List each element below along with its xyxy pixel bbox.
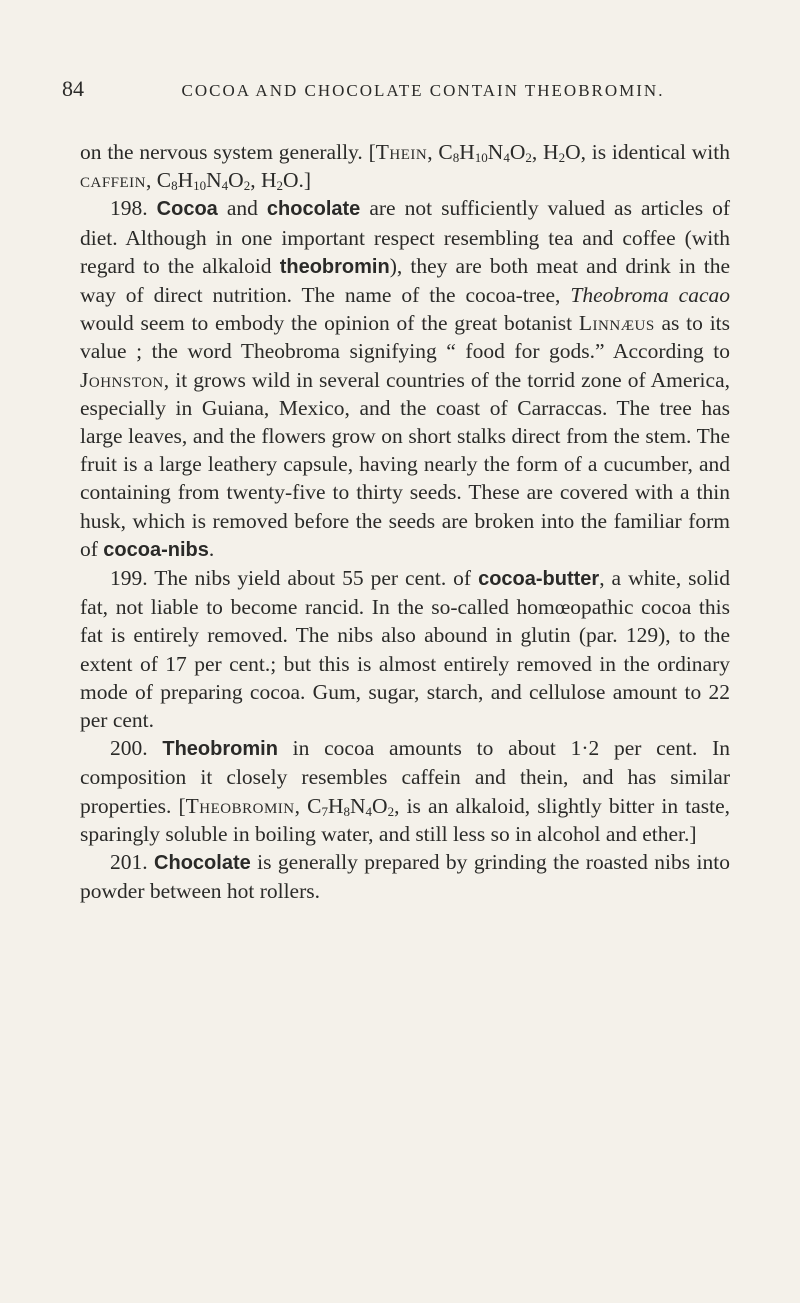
text-run: would seem to embody the opinion of the great botanist [80,311,579,336]
subscript: 8 [452,150,460,165]
bold-term: chocolate [266,198,361,221]
subscript: 2 [558,150,566,165]
text-run: N [350,793,366,818]
subscript: 8 [343,803,350,819]
text-run: . [208,536,215,561]
text-run: N [487,140,504,164]
text-run: , C [427,140,453,164]
subscript: 4 [503,150,510,165]
page-body [80,138,730,905]
text-run: H [177,168,194,193]
bold-term: cocoa-butter [478,568,600,591]
text-run: O, is identical with [565,140,730,164]
text-run: , C [146,168,172,193]
term-theobromin: Theobromin [185,793,295,818]
text-run: O.] [282,168,312,193]
italic-term: Theobroma cacao [570,283,730,308]
subscript: 2 [525,150,532,165]
subscript: 2 [387,803,395,819]
text-run: in cocoa amounts to about 1·2 per cent. In composition it closely resembles caffein and thein, and has similar properties. [ [80,736,731,818]
running-header [62,76,738,102]
paragraph-200 [80,734,730,848]
term-caffein: caffein [80,168,147,193]
text-run: H [327,793,344,818]
text-run: , a white, solid fat, not liable to become rancid. In the so-called homœopathic cocoa this fat is entirely removed. The nibs also abound in glutin (par. 129), to the extent of 17 per cent.; but this is almost entirely removed in the ordinary mode of preparing cocoa. Gum, sugar, starch, and cellulose amount to 22 per cent. [80,566,730,733]
paragraph-198 [80,194,730,564]
bold-term: Cocoa [156,198,218,221]
subscript: 2 [243,178,251,194]
subscript: 10 [193,178,207,194]
subscript: 4 [221,178,229,194]
text-run: H [459,140,475,164]
subscript: 7 [321,803,328,819]
text-run: , C [294,793,322,818]
paragraph-199 [80,564,730,734]
paragraph-number: 199. [110,566,155,591]
text-run: O [228,168,244,193]
text-run: O [509,140,526,164]
subscript: 2 [276,178,283,194]
subscript: 10 [474,150,488,165]
text-run: and [217,196,267,221]
paragraph-continuation [80,138,730,194]
text-run: , is an alkaloid, slightly bitter in taste, sparingly soluble in boiling water, and still less so in alcohol and ether.] [80,793,730,846]
text-run: N [206,168,222,193]
paragraph-201 [80,848,730,905]
text-run: on the nervous system generally. [ [80,140,376,164]
term-thein: Thein [375,140,428,164]
text-run: , H [250,168,277,193]
text-run: is generally prepared by grinding the roasted nibs into powder between hot rollers. [80,850,730,904]
running-title: COCOA AND CHOCOLATE CONTAIN THEOBROMIN. [181,81,665,100]
subscript: 8 [171,178,178,194]
paragraph-number: 201. [110,850,155,875]
paragraph-number: 200. [110,736,163,761]
paragraph-number: 198. [110,196,157,221]
bold-term: cocoa-nibs [103,538,209,561]
text-run: , H [531,140,559,164]
text-run: as to its value ; the word Theobroma signifying “ food for gods.” According to [80,311,731,364]
bold-term: Theobromin [162,738,278,761]
page-number: 84 [62,76,84,101]
text-run: ), they are both meat and drink in the way of direct nutrition. The name of the cocoa-tree, [80,253,731,308]
author-name: Johnston [80,367,164,392]
subscript: 4 [365,803,373,819]
text-run: are not sufficiently valued as articles of diet. Although in one important respect resembling tea and coffee (with regard to the alkaloid [80,196,731,278]
author-name: Linnæus [578,311,655,336]
text-run: , it grows wild in several countries of the torrid zone of America, especially in Guiana, Mexico, and the coast of Carraccas. The tree has large leaves, and the flowers grow on short stalks direct from the stem. The fruit is a large leathery capsule, having nearly the form of a cucumber, and containing from twenty-five to thirty seeds. These are covered with a thin husk, which is removed before the seeds are broken into the familiar form of [80,367,730,561]
bold-term: Chocolate [154,852,251,875]
bold-term: theobromin [279,255,390,278]
text-run: The nibs yield about 55 per cent. of [154,566,479,591]
text-run: O [372,793,388,818]
